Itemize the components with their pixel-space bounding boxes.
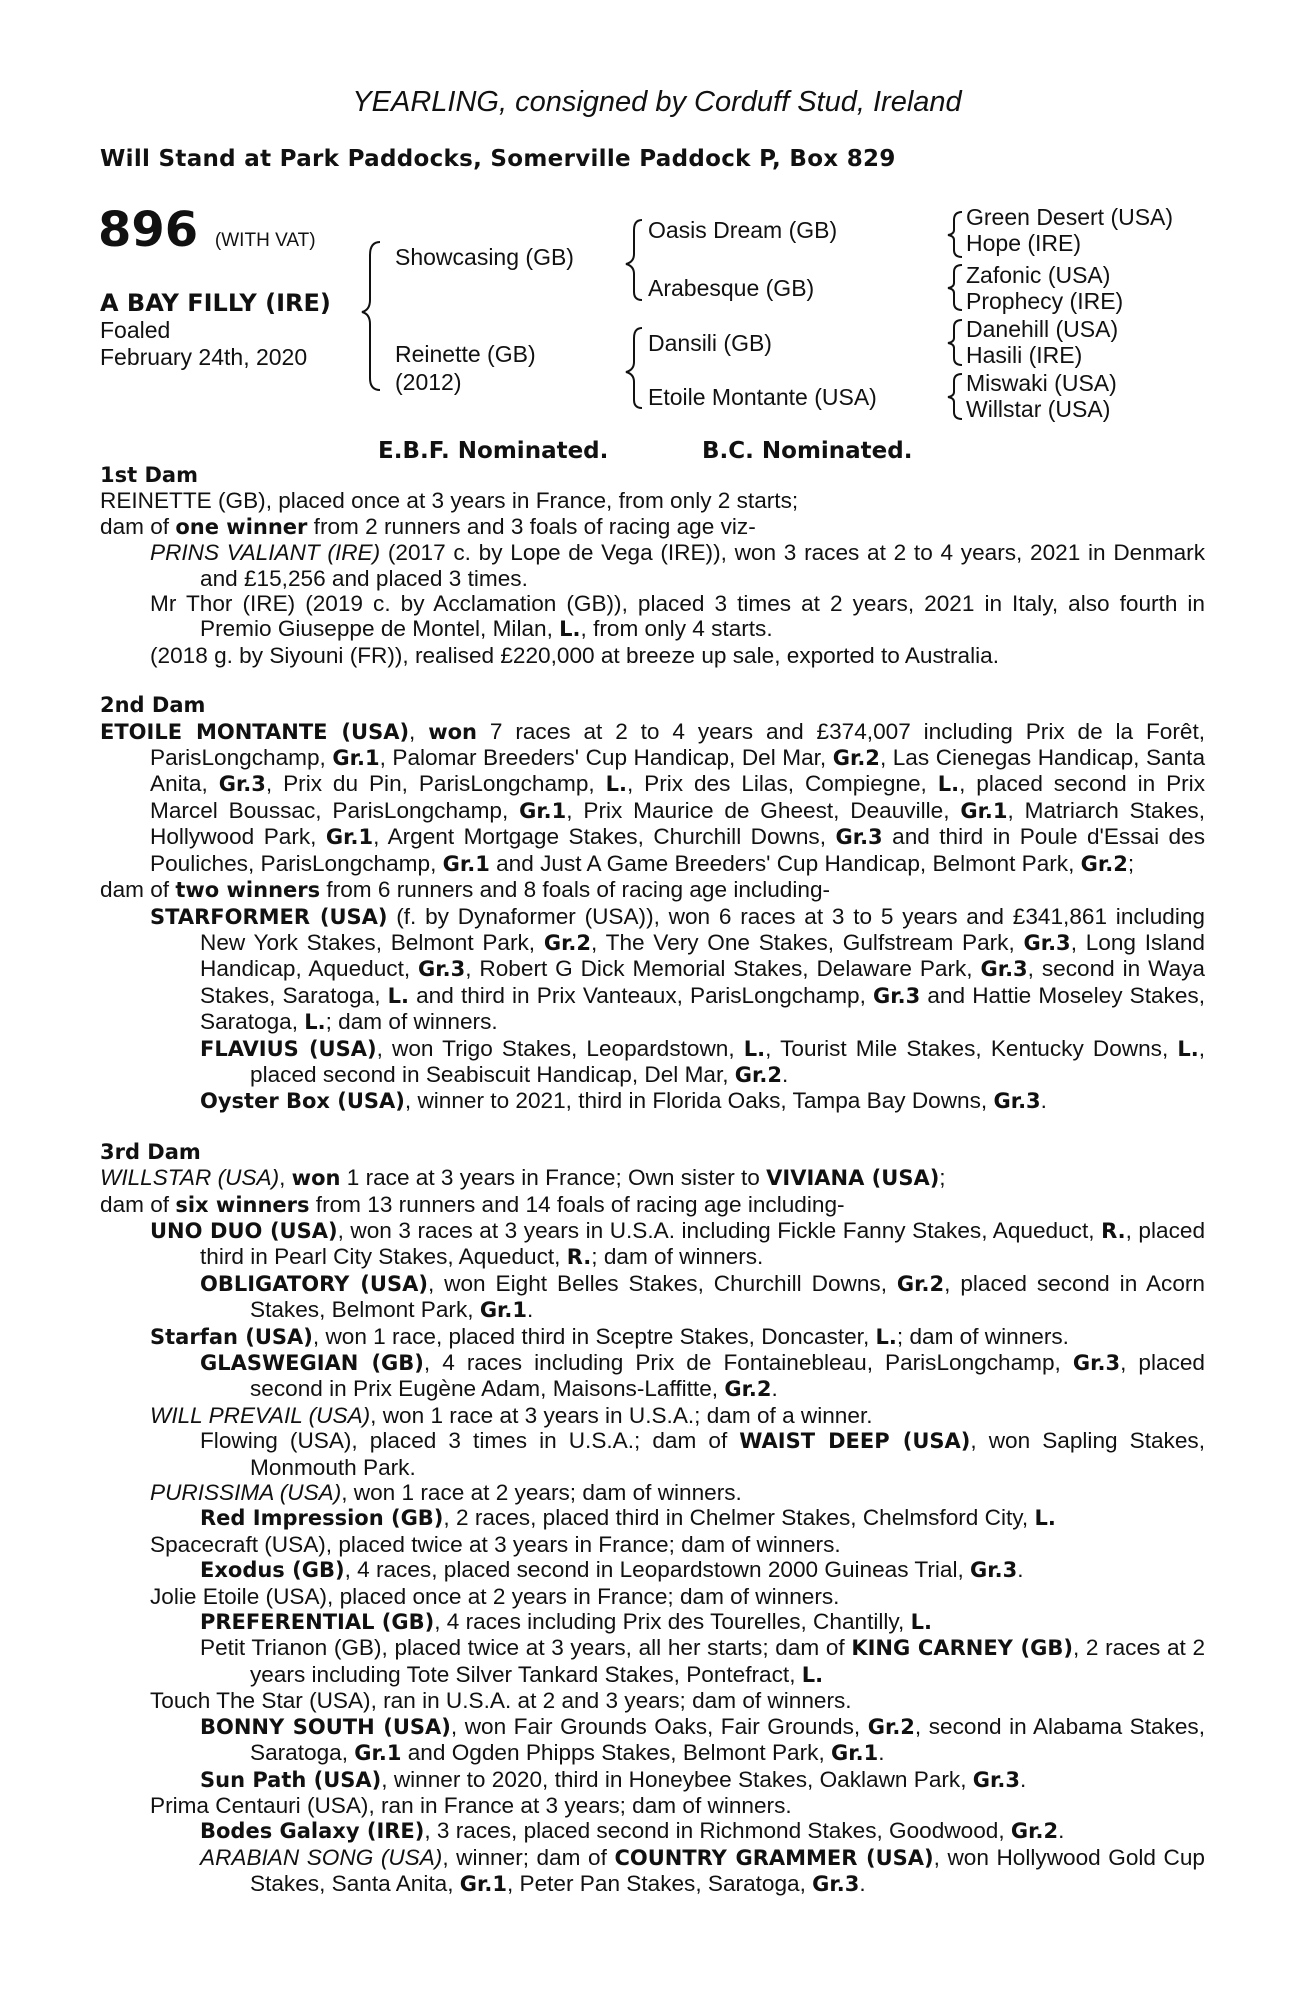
flowing: Flowing (USA), placed 3 times in U.S.A.; dam of WAIST DEEP (USA), won Sapling Stakes, Monmouth Park. bbox=[200, 1428, 1205, 1480]
obligatory: OBLIGATORY (USA), won Eight Belles Stakes, Churchill Downs, Gr.2, placed second in Acorn Stakes, Belmont Park, Gr.1. bbox=[200, 1270, 1205, 1323]
consignment-header: YEARLING, consigned by Corduff Stud, Ireland bbox=[352, 86, 962, 118]
sire-sire: Oasis Dream (GB) bbox=[648, 217, 838, 243]
arabian-song: ARABIAN SONG (USA), winner; dam of COUNTRY GRAMMER (USA), won Hollywood Gold Cup Stakes, Santa Anita, Gr.1, Peter Pan Stakes, Saratoga, Gr.3. bbox=[200, 1844, 1205, 1897]
sds: Zafonic (USA) bbox=[966, 262, 1111, 288]
dam-dam: Etoile Montante (USA) bbox=[648, 384, 877, 410]
touch-the-star: Touch The Star (USA), ran in U.S.A. at 2 and 3 years; dam of winners. bbox=[150, 1688, 852, 1714]
will-prevail: WILL PREVAIL (USA), won 1 race at 3 years in U.S.A.; dam of a winner. bbox=[150, 1402, 873, 1428]
lot-number-value: 896 bbox=[98, 202, 199, 258]
spacecraft: Spacecraft (USA), placed twice at 3 years in France; dam of winners. bbox=[150, 1531, 841, 1557]
third-dam-heading: 3rd Dam bbox=[100, 1139, 201, 1164]
vat-label: (WITH VAT) bbox=[214, 230, 316, 251]
dam2-record: ETOILE MONTANTE (USA), won 7 races at 2 to 4 years and £374,007 including Prix de la Forêt, ParisLongchamp, Gr.1, Palomar Breeders' Cup Handicap, Del Mar, Gr.2, Las Cienegas Handicap, Santa Anita, Gr.3, Prix du Pin, ParisLongchamp, L., Prix des Lilas, Compiegne, L., placed second in Prix Marcel Boussac, ParisLongchamp, Gr.1, Prix Maurice de Gheest, Deauville, Gr.1, Matriarch Stakes, Hollywood Park, Gr.1, Argent Mortgage Stakes, Churchill Downs, Gr.3 and third in Poule d'Essai des Pouliches, ParisLongchamp, Gr.1 and Just A Game Breeders' Cup Handicap, Belmont Park, Gr.2; bbox=[100, 718, 1206, 876]
dsd: Hasili (IRE) bbox=[966, 342, 1083, 368]
ssd: Hope (IRE) bbox=[966, 230, 1082, 256]
second-dam-heading: 2nd Dam bbox=[100, 693, 206, 718]
bodes-galaxy: Bodes Galaxy (IRE), 3 races, placed second in Richmond Stakes, Goodwood, Gr.2. bbox=[200, 1818, 1065, 1844]
dam2-produce: dam of two winners from 6 runners and 8 foals of racing age including- bbox=[100, 877, 831, 903]
offspring-1: PRINS VALIANT (IRE) (2017 c. by Lope de Vega (IRE)), won 3 races at 2 to 4 years, 2021 in Denmark and £15,256 and placed 3 times. bbox=[150, 540, 1205, 591]
dam3-produce: dam of six winners from 13 runners and 14 foals of racing age including- bbox=[100, 1191, 845, 1217]
glaswegian: GLASWEGIAN (GB), 4 races including Prix de Fontainebleau, ParisLongchamp, Gr.3, placed second in Prix Eugène Adam, Maisons-Laffitte, Gr.2. bbox=[200, 1350, 1205, 1402]
dam1-line2: dam of one winner from 2 runners and 3 foals of racing age viz- bbox=[100, 513, 756, 539]
horse-name: A BAY FILLY (IRE) bbox=[100, 289, 331, 317]
dam3-record: WILLSTAR (USA), won 1 race at 3 years in France; Own sister to VIVIANA (USA); bbox=[100, 1165, 946, 1191]
foaled-label: Foaled bbox=[100, 317, 171, 343]
jolie-etoile: Jolie Etoile (USA), placed once at 2 years in France; dam of winners. bbox=[150, 1583, 840, 1609]
foaled-date: February 24th, 2020 bbox=[100, 344, 308, 370]
red-impression: Red Impression (GB), 2 races, placed third in Chelmer Stakes, Chelmsford City, L. bbox=[200, 1505, 1056, 1531]
sdd: Prophecy (IRE) bbox=[966, 288, 1124, 314]
bc-nomination: B.C. Nominated. bbox=[702, 438, 913, 464]
purissima: PURISSIMA (USA), won 1 race at 2 years; dam of winners. bbox=[150, 1480, 742, 1506]
ddd: Willstar (USA) bbox=[966, 396, 1111, 422]
dss: Danehill (USA) bbox=[966, 316, 1119, 342]
sire: Showcasing (GB) bbox=[395, 244, 574, 270]
offspring-2: Mr Thor (IRE) (2019 c. by Acclamation (GB)), placed 3 times at 2 years, 2021 in Italy, also fourth in Premio Giuseppe de Montel, Milan, L., from only 4 starts. bbox=[150, 591, 1205, 642]
petit-trianon: Petit Trianon (GB), placed twice at 3 years, all her starts; dam of KING CARNEY (GB), 2 races at 2 years including Tote Silver Tankard Stakes, Pontefract, L. bbox=[200, 1635, 1206, 1687]
sire-dam: Arabesque (GB) bbox=[648, 275, 815, 301]
catalogue-body bbox=[100, 463, 1205, 1898]
oyster-box: Oyster Box (USA), winner to 2021, third in Florida Oaks, Tampa Bay Downs, Gr.3. bbox=[200, 1088, 1047, 1114]
ebf-nomination: E.B.F. Nominated. bbox=[378, 438, 609, 464]
prima-centauri: Prima Centauri (USA), ran in France at 3 years; dam of winners. bbox=[150, 1792, 792, 1818]
offspring-3: (2018 g. by Siyouni (FR)), realised £220,000 at breeze up sale, exported to Australia. bbox=[150, 642, 1000, 668]
exodus: Exodus (GB), 4 races, placed second in Leopardstown 2000 Guineas Trial, Gr.3. bbox=[200, 1557, 1024, 1583]
dds: Miswaki (USA) bbox=[966, 370, 1117, 396]
dam-sire: Dansili (GB) bbox=[648, 330, 772, 356]
starfan: Starfan (USA), won 1 race, placed third in Sceptre Stakes, Doncaster, L.; dam of winners. bbox=[150, 1323, 1069, 1349]
sun-path: Sun Path (USA), winner to 2020, third in Honeybee Stakes, Oaklawn Park, Gr.3. bbox=[200, 1766, 1027, 1792]
bonny-south: BONNY SOUTH (USA), won Fair Grounds Oaks, Fair Grounds, Gr.2, second in Alabama Stakes, Saratoga, Gr.1 and Ogden Phipps Stakes, Belmont Park, Gr.1. bbox=[200, 1713, 1206, 1766]
stand-location: Will Stand at Park Paddocks, Somerville Paddock P, Box 829 bbox=[100, 146, 896, 172]
dam-year: (2012) bbox=[395, 369, 462, 395]
starformer: STARFORMER (USA) (f. by Dynaformer (USA)), won 6 races at 3 to 5 years and £341,861 including New York Stakes, Belmont Park, Gr.2, The Very One Stakes, Gulfstream Park, Gr.3, Long Island Handicap, Aqueduct, Gr.3, Robert G Dick Memorial Stakes, Delaware Park, Gr.3, second in Waya Stakes, Saratoga, L. and third in Prix Vanteaux, ParisLongchamp, Gr.3 and Hattie Moseley Stakes, Saratoga, L.; dam of winners. bbox=[150, 903, 1206, 1035]
flavius: FLAVIUS (USA), won Trigo Stakes, Leopardstown, L., Tourist Mile Stakes, Kentucky Downs, L., placed second in Seabiscuit Handicap, Del Mar, Gr.2. bbox=[200, 1035, 1206, 1087]
preferential: PREFERENTIAL (GB), 4 races including Prix des Tourelles, Chantilly, L. bbox=[200, 1609, 932, 1635]
uno-duo: UNO DUO (USA), won 3 races at 3 years in U.S.A. including Fickle Fanny Stakes, Aqueduct, R., placed third in Pearl City Stakes, Aqueduct, R.; dam of winners. bbox=[150, 1217, 1206, 1270]
dam1-line1: REINETTE (GB), placed once at 3 years in France, from only 2 starts; bbox=[100, 488, 799, 514]
first-dam-heading: 1st Dam bbox=[100, 463, 198, 487]
dam: Reinette (GB) bbox=[395, 341, 536, 367]
sss: Green Desert (USA) bbox=[966, 204, 1174, 230]
